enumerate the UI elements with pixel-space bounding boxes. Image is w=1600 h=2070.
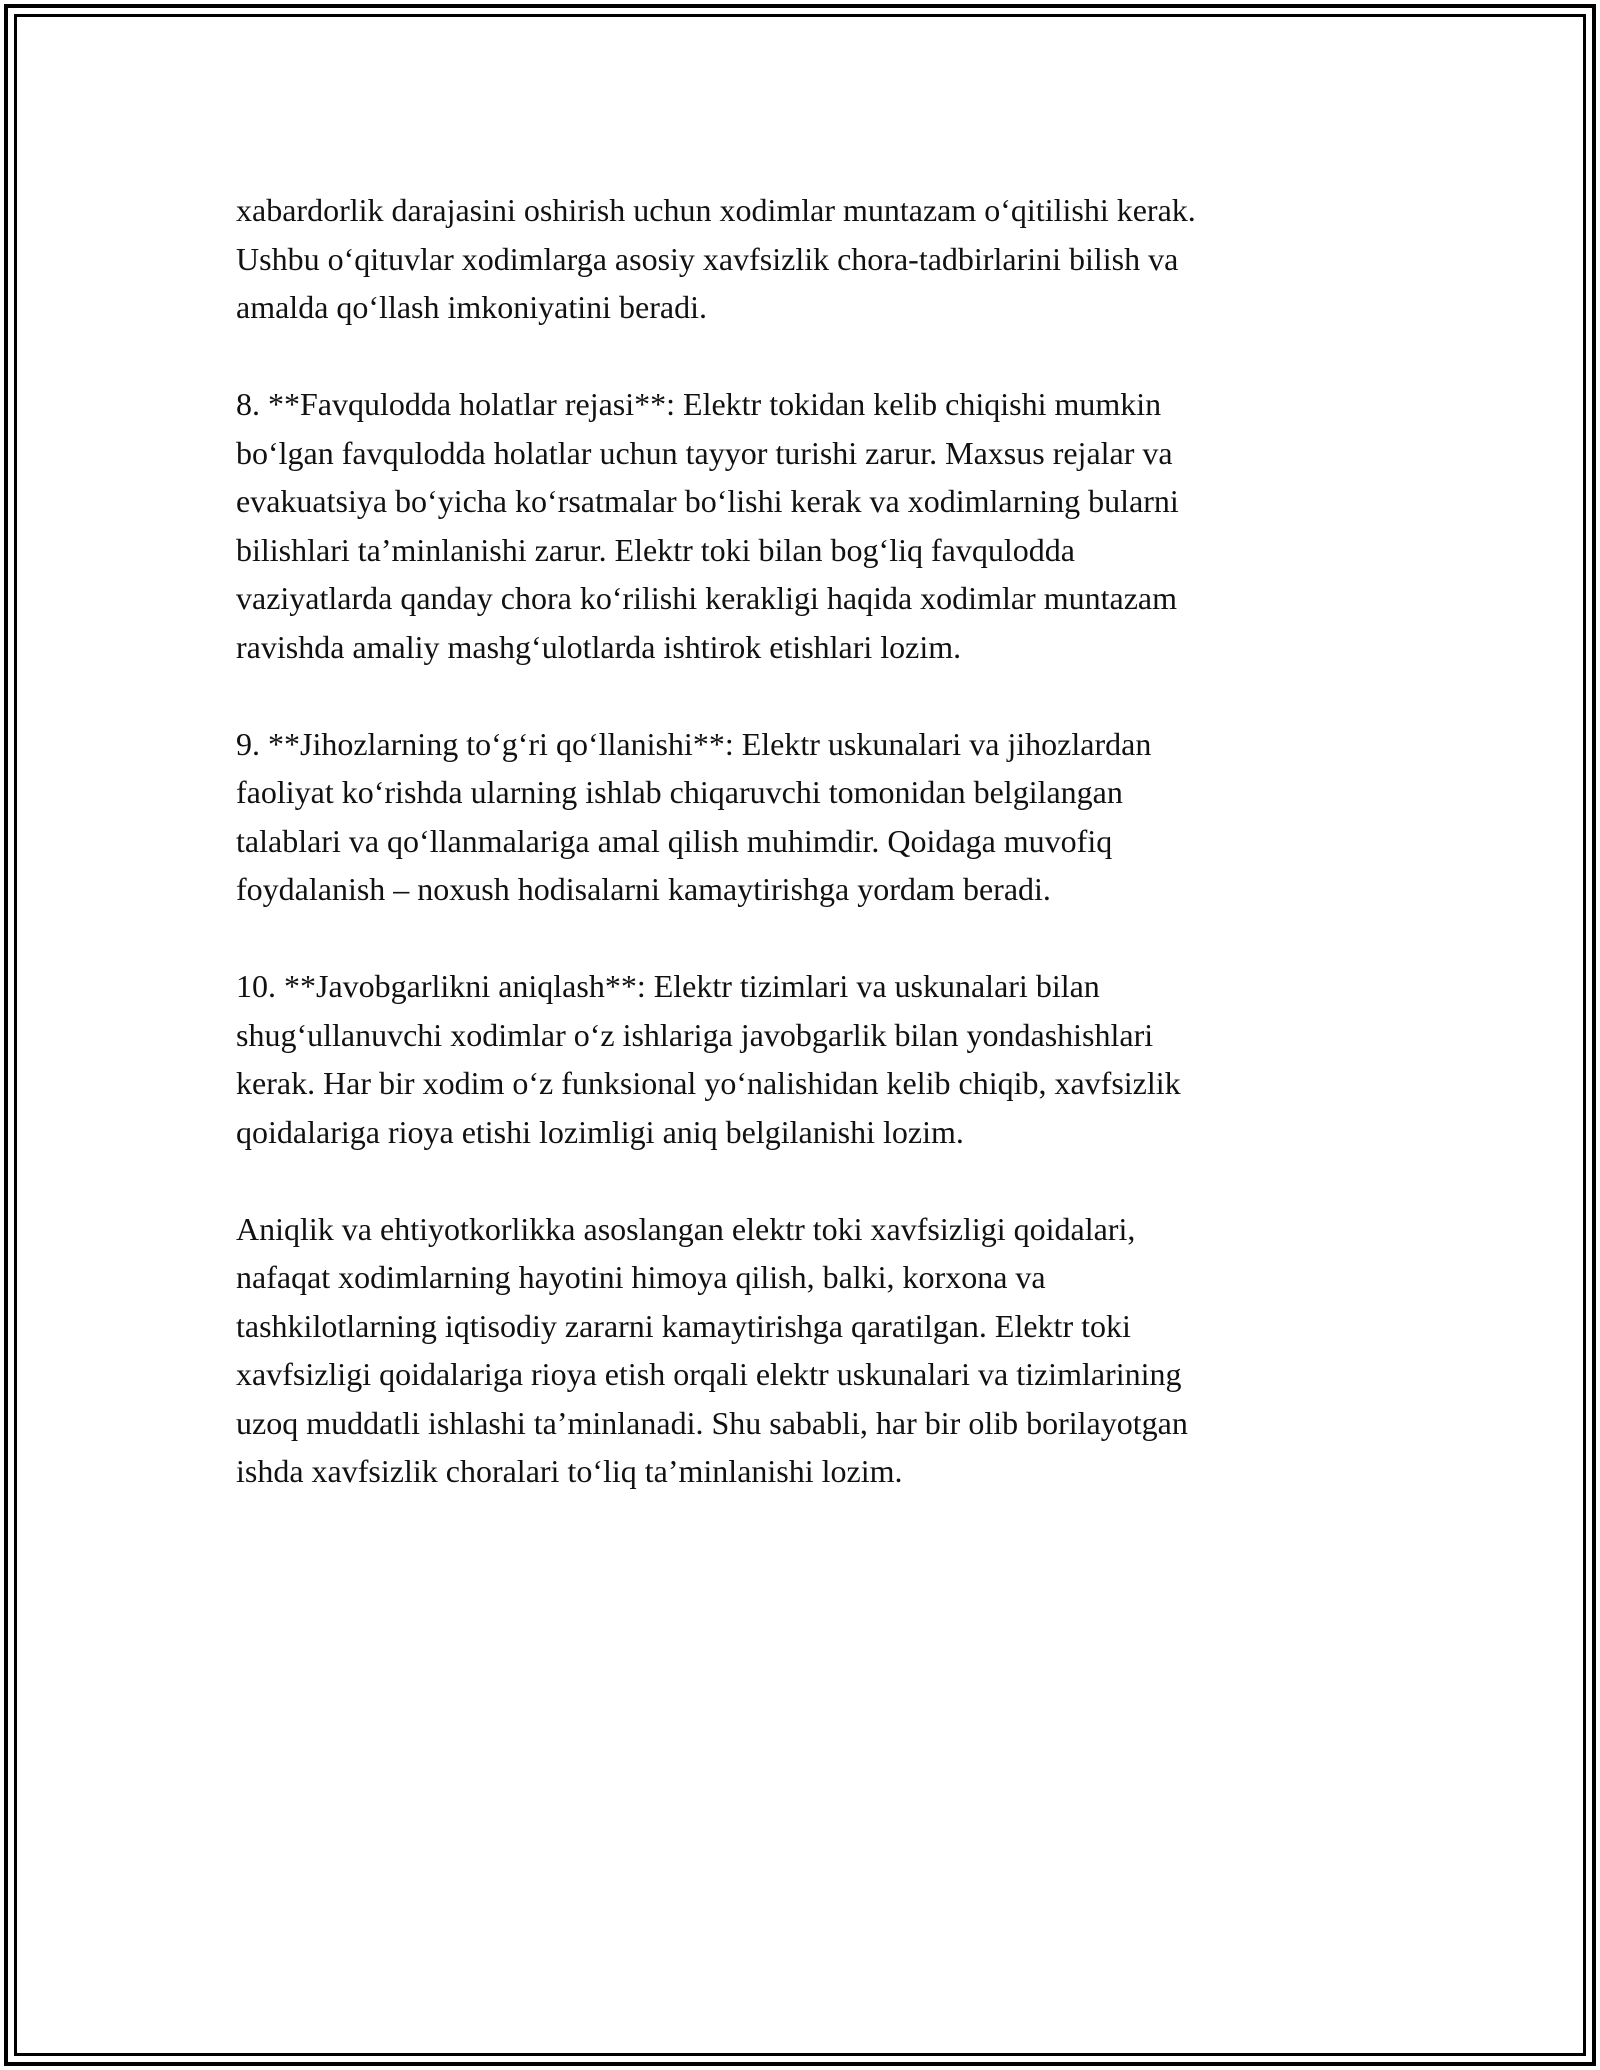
paragraph-item-8-emergency-plan: [236, 380, 1366, 671]
text-line: bilishlari ta’minlanishi zarur. Elektr toki bilan bog‘liq favqulodda: [236, 531, 1075, 568]
text-line: xabardorlik darajasini oshirish uchun xodimlar muntazam o‘qitilishi kerak.: [236, 192, 1196, 228]
text-line: vaziyatlarda qanday chora ko‘rilishi kerakligi haqida xodimlar muntazam: [236, 580, 1177, 616]
text-line: Ushbu o‘qituvlar xodimlarga asosiy xavfsizlik chora-tadbirlarini bilish va: [236, 240, 1179, 277]
text-line: nafaqat xodimlarning hayotini himoya qilish, balki, korxona va: [236, 1259, 1046, 1295]
text-line: tashkilotlarning iqtisodiy zararni kamaytirishga qaratilgan. Elektr toki: [236, 1307, 1131, 1344]
text-line: evakuatsiya bo‘yicha ko‘rsatmalar bo‘lishi kerak va xodimlarning bularni: [236, 483, 1179, 519]
text-line: Aniqlik va ehtiyotkorlikka asoslangan elektr toki xavfsizligi qoidalari,: [236, 1210, 1136, 1247]
text-line: shug‘ullanuvchi xodimlar o‘z ishlariga javobgarlik bilan yondashishlari: [236, 1016, 1154, 1053]
text-line: bo‘lgan favqulodda holatlar uchun tayyor turishi zarur. Maxsus rejalar va: [236, 434, 1173, 471]
text-line: qoidalariga rioya etishi lozimligi aniq belgilanishi lozim.: [236, 1113, 964, 1150]
paragraph-item-9-equipment-use: [236, 720, 1366, 914]
text-line: ravishda amaliy mashg‘ulotlarda ishtirok etishlari lozim.: [236, 628, 962, 665]
paragraph-conclusion: [236, 1205, 1366, 1496]
text-line: uzoq muddatli ishlashi ta’minlanadi. Shu sababli, har bir olib borilayotgan: [236, 1404, 1188, 1441]
text-line: 9. **Jihozlarning to‘g‘ri qo‘llanishi**: Elektr uskunalari va jihozlardan: [236, 725, 1152, 762]
text-line: foydalanish – noxush hodisalarni kamaytirishga yordam beradi.: [236, 871, 1051, 907]
text-line: 8. **Favqulodda holatlar rejasi**: Elektr tokidan kelib chiqishi mumkin: [236, 386, 1162, 422]
text-line: 10. **Javobgarlikni aniqlash**: Elektr tizimlari va uskunalari bilan: [236, 968, 1100, 1004]
text-line: ishda xavfsizlik choralari to‘liq ta’minlanishi lozim.: [236, 1453, 903, 1489]
document-body: [236, 186, 1366, 1544]
text-line: talablari va qo‘llanmalariga amal qilish muhimdir. Qoidaga muvofiq: [236, 822, 1113, 859]
text-line: faoliyat ko‘rishda ularning ishlab chiqaruvchi tomonidan belgilangan: [236, 774, 1123, 810]
paragraph-item-10-responsibility: [236, 962, 1366, 1156]
text-line: xavfsizligi qoidalariga rioya etish orqali elektr uskunalari va tizimlarining: [236, 1356, 1182, 1392]
text-line: kerak. Har bir xodim o‘z funksional yo‘nalishidan kelib chiqib, xavfsizlik: [236, 1065, 1181, 1101]
text-line: amalda qo‘llash imkoniyatini beradi.: [236, 289, 707, 325]
paragraph-training-continuation: [236, 186, 1366, 332]
